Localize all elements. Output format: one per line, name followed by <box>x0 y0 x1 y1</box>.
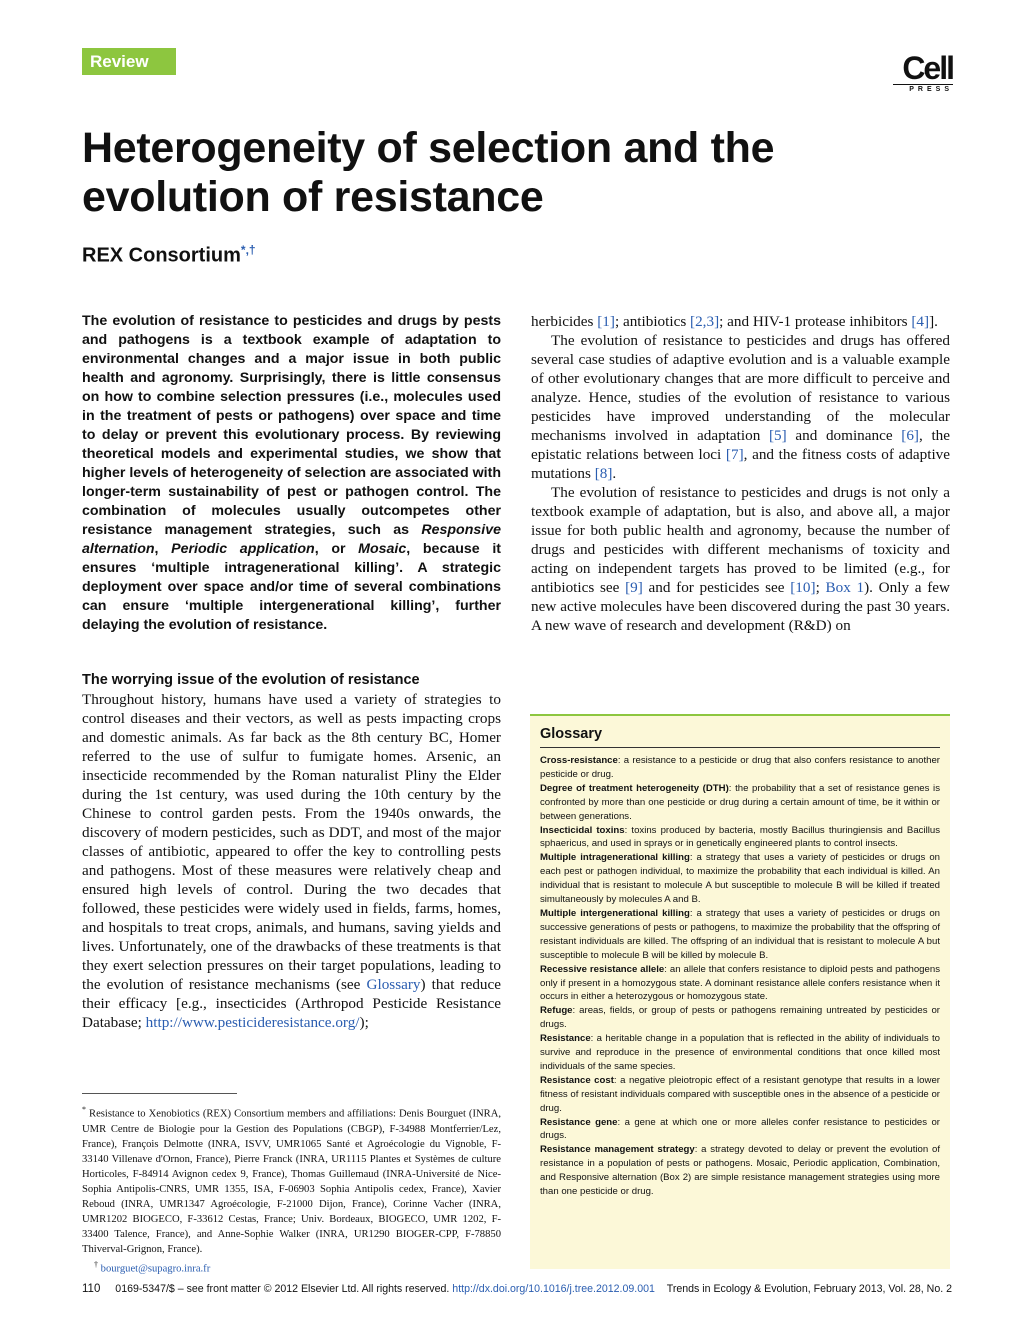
glossary-entry: Insecticidal toxins: toxins produced by bacteria, mostly Bacillus thuringiensis and Bacillus sphaericus, and used in sprays or in genetically engineered plants to control insects. <box>540 824 940 850</box>
footnote-divider <box>82 1093 237 1094</box>
email-footnote <box>82 1257 501 1277</box>
ref-link[interactable]: [4] <box>911 313 930 330</box>
footnote-mark: * <box>82 1105 86 1114</box>
abstract-text: , or <box>314 541 359 557</box>
glossary-list <box>540 754 940 1199</box>
ref-link[interactable]: [7] <box>725 446 744 463</box>
ref-link[interactable]: [10] <box>790 579 816 596</box>
cell-logo-press: PRESS <box>893 84 953 95</box>
footnote-mark: † <box>94 1259 98 1269</box>
glossary-entry: Degree of treatment heterogeneity (DTH): the probability that a set of resistance genes is confronted by more than one pesticide or drug during a certain amount of time, be it within or between generations. <box>540 782 940 822</box>
ref-link[interactable]: [1] <box>597 313 615 330</box>
paragraph: herbicides [1]; antibiotics [2,3]; and HIV-1 protease inhibitors [4]]. <box>531 313 938 330</box>
box-link[interactable]: Box 1 <box>825 579 865 596</box>
abstract-term: Mosaic <box>358 541 407 557</box>
glossary-title: Glossary <box>540 726 940 748</box>
cell-press-logo <box>893 52 953 95</box>
author-marks[interactable]: *,† <box>240 243 256 257</box>
body-text: ) that reduce their efficacy [e.g., insecticides (Arthropod Pesticide Resistance Database; <box>82 976 501 1031</box>
journal-citation: Trends in Ecology & Evolution, February 2013, Vol. 28, No. 2 <box>666 1283 952 1295</box>
section-badge: Review <box>82 48 176 75</box>
ref-link[interactable]: [9] <box>625 579 643 596</box>
abstract-term: Periodic application <box>171 541 315 557</box>
glossary-entry: Multiple intergenerational killing: a strategy that uses a variety of pesticides or drugs on successive generations of pests or pathogens, to maximize the probability that the offspring of resistant individuals are killed. The offspring of an individual that is resistant to molecule A but susceptible to molecule B will be killed by molecule B. <box>540 907 940 961</box>
glossary-entry: Cross-resistance: a resistance to a pesticide or drug that also confers resistance to another pesticide or drug. <box>540 755 940 780</box>
glossary-entry: Resistance: a heritable change in a population that is reflected in the ability of individuals to survive and reproduce in the presence of environmental conditions that once killed most individuals of the same species. <box>540 1033 940 1072</box>
ref-link[interactable]: [6] <box>901 427 919 444</box>
ref-link[interactable]: [5] <box>768 427 787 444</box>
author-line <box>82 243 256 268</box>
body-text: ); <box>359 1014 369 1031</box>
glossary-entry: Recessive resistance allele: an allele that confers resistance to diploid pests and pathogens only if present in a homozygous state. A dominant resistance allele confers resistance when it occurs in either a heterozygous or homozygous state. <box>540 963 940 1003</box>
paragraph: The evolution of resistance to pesticides and drugs has offered several case studies of adaptive evolution and is a valuable example of other evolutionary changes that are more difficult to perceive and analyze. Hence, studies of the evolution of resistance to various pesticides have improved understanding of the molecular mechanisms involved in adaptation [5] and dominance [6], the epistatic relations between loci [7], and the fitness costs of adaptive mutations [8]. <box>531 332 951 482</box>
author-name: REX Consortium <box>82 244 241 267</box>
right-column-text <box>531 312 950 635</box>
glossary-link[interactable]: Glossary <box>366 976 421 993</box>
page-footer <box>82 1283 952 1295</box>
glossary-entry: Resistance cost: a negative pleiotropic effect of a resistant genotype that results in a lower fitness of resistant individuals compared with susceptible ones in the absence of a pesticide or drug. <box>540 1074 940 1114</box>
paragraph: The evolution of resistance to pesticides and drugs is not only a textbook example of adaptation, but is also, and above all, a major issue for both public health and agronomy, because the number of drugs and pesticides with different mechanisms of toxicity and acting on independent targets has proved to be limited (e.g., for antibiotics see [9] and for pesticides see [10]; Box 1). Only a few new active molecules have been discovered during the past 30 years. A new wave of research and development (R&D) on <box>531 484 950 634</box>
article-title: Heterogeneity of selection and the evolution of resistance <box>82 124 775 221</box>
glossary-entry: Refuge: areas, fields, or group of pests or pathogens remaining untreated by pesticides or drugs. <box>540 1005 940 1031</box>
body-text: Throughout history, humans have used a variety of strategies to control diseases and their vectors, as well as pests impacting crops and domestic animals. As far back as the 8th century BC, Homer referred to the use of sulfur to fumigate homes. Arsenic, an insecticide recommended by the Roman naturalist Pliny the Elder during the 1st century, was used during the 10th century by the Chinese to control garden pests. From the 1940s onwards, the discovery of modern pesticides, such as DDT, and most of the major classes of antibiotic, appeared to offer the key to controlling pests and pathogens. Most of these measures were relatively cheap and ensured high levels of control. During the two decades that followed, these pesticides were widely used in fields, farms, homes, and hospitals to treat crops, animals, and humans, saving yields and lives. Unfortunately, one of the drawbacks of these treatments is that they exert selection pressures on their target populations, leading to the evolution of resistance mechanisms (see <box>82 691 501 993</box>
doi-link[interactable]: http://dx.doi.org/10.1016/j.tree.2012.09.001 <box>452 1283 655 1295</box>
glossary-box <box>530 714 950 1269</box>
affiliation-footnote <box>82 1102 501 1257</box>
abstract-text: , because it ensures ‘multiple intragenerational killing’. A strategic deployment over space and/or time of several combinations can ensure ‘multiple intergenerational killing’, further delaying the evolution of resistance. <box>82 541 502 633</box>
abstract-text: , <box>154 541 172 557</box>
page-number: 110 <box>82 1283 101 1295</box>
issn-line: 0169-5347/$ – see front matter © 2012 Elsevier Ltd. All rights reserved. <box>115 1283 450 1295</box>
ref-link[interactable]: [8] <box>594 465 613 482</box>
cell-logo-word: Cell <box>902 50 953 86</box>
section-heading: The worrying issue of the evolution of resistance <box>82 672 420 688</box>
email-link[interactable]: bourguet@supagro.inra.fr <box>100 1263 211 1275</box>
glossary-entry: Resistance management strategy: a strategy devoted to delay or prevent the evolution of resistance in a population of pests or pathogens. Mosaic, Periodic application, Combination, and Responsive alternation (Box 2) are simple resistance management strategies using more than one pesticide or drug. <box>540 1144 940 1198</box>
database-url-link[interactable]: http://www.pesticideresistance.org/ <box>145 1014 360 1031</box>
footnote-text: Resistance to Xenobiotics (REX) Consortium members and affiliations: Denis Bourguet (INRA, UMR Centre de Biologie pour la Gestion des Populations (CBGP), F-34988 Montferrier/Lez, France), François Delmotte (INRA, ISVV, UMR1065 Santé et Agroécologie du Vignoble, F-33140 Villenave d'Ornon, France), Pierre Franck (INRA, UR1115 Plantes et Systèmes de culture Horticoles, F-84914 Avignon cedex 9, France), Thomas Guillemaud (INRA-Université de Nice-Sophia Antipolis-CNRS, UMR 1355, ISA, F-06903 Sophia Antipolis cedex, France), Xavier Reboud (INRA, UMR1347 Agroécologie, F-21000 Dijon, France), Corinne Vacher (INRA, UMR1202 BIOGECO, F-33612 Cestas, France; Univ. Bordeaux, BIOGECO, UMR 1202, F-33400 Talence, France), and Anne-Sophie Walker (INRA, UR1290 BIOGER-CPP, F-78850 Thiverval-Grignon, France). <box>82 1108 501 1255</box>
abstract <box>82 312 501 635</box>
glossary-entry: Multiple intragenerational killing: a strategy that uses a variety of pesticides or drugs on each pest or pathogen individual, to maximize the probability that each individual is killed. An individual that is resistant to molecule A but susceptible to molecule B will be killed if treated simultaneously by molecules A and B. <box>540 852 940 906</box>
footnotes <box>82 1102 501 1276</box>
intro-paragraph <box>82 690 501 1032</box>
abstract-text: The evolution of resistance to pesticides and drugs by pests and pathogens is a textbook example of adaptation to environmental changes and a major issue in both public health and agronomy. Surprisingly, there is little consensus on how to combine selection pressures (i.e., molecules used in the treatment of pests or pathogens) over space and time to delay or prevent this evolutionary process. By reviewing theoretical models and experimental studies, we show that higher levels of heterogeneity of selection are associated with longer-term sustainability of pest or pathogen control. The combination of molecules usually outcompetes other resistance management strategies, such as <box>82 313 501 538</box>
ref-link[interactable]: [2,3] <box>690 313 720 330</box>
abstract-term: Responsive alternation <box>82 522 501 557</box>
glossary-entry: Resistance gene: a gene at which one or more alleles confer resistance to pesticides or drugs. <box>540 1116 940 1142</box>
